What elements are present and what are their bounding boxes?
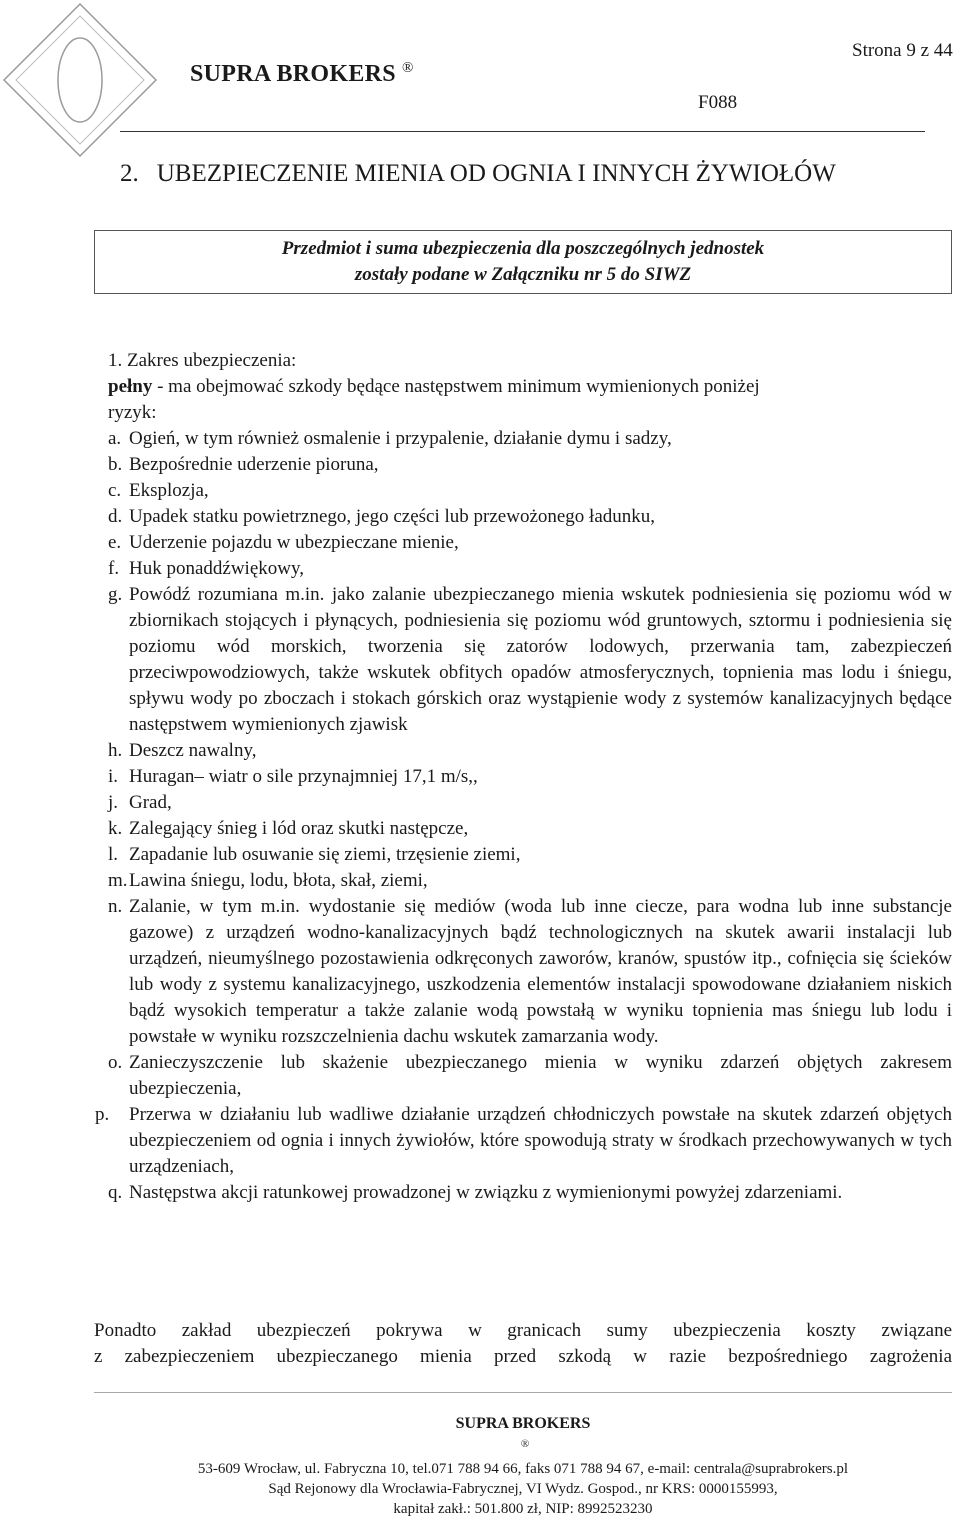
- risk-item-text: Przerwa w działaniu lub wadliwe działanie urządzeń chłodniczych powstałe na skutek zdarzeń objętych ubezpieczeniem od ognia i innych żywiołów, które spowodują straty w środkach przechowywanych w tych urządzeniach,: [129, 1104, 952, 1177]
- document-code: F088: [698, 92, 738, 113]
- page-number: Strona 9 z 44: [852, 40, 953, 61]
- risk-item-label: j.: [108, 792, 119, 813]
- footer-address: 53-609 Wrocław, ul. Fabryczna 10, tel.071 788 94 66, faks 071 788 94 67, e-mail: centrala@suprabrokers.pl: [197, 1461, 849, 1478]
- notice-line: Przedmiot i suma ubezpieczenia dla poszczególnych jednostek: [281, 238, 765, 259]
- risk-item: [108, 478, 952, 504]
- footer-capital: kapitał zakł.: 501.800 zł, NIP: 8992523230: [393, 1501, 653, 1518]
- risk-item-label: e.: [108, 532, 122, 553]
- risk-item-label: n.: [108, 896, 123, 917]
- risk-item-label: a.: [108, 428, 122, 449]
- risk-item: [108, 764, 952, 790]
- risk-item: [108, 842, 952, 868]
- risk-item-text: Lawina śniegu, lodu, błota, skał, ziemi,: [129, 870, 428, 891]
- risk-item: [108, 738, 952, 764]
- risk-item-text: Powódź rozumiana m.in. jako zalanie ubezpieczanego mienia wskutek podniesienia się poziomu wód w zbiornikach stojących i płynących, podniesienia się poziomu wód gruntowych, sztormu i podniesienia się poziomu wód morskich, tworzenia się zatorów lodowych, przerwania tam, zabezpieczeń przeciwpowodziowych, także wskutek obfitych opadów atmosferycznych, topnienia mas lodu i śniegu, spływu wody po zboczach i stokach górskich oraz wystąpienie wody z systemów kanalizacyjnych będące następstwem wymienionych zjawisk: [129, 584, 952, 735]
- risk-item-label: g.: [108, 584, 123, 605]
- coverage-scope: [95, 348, 952, 1206]
- risk-item-text: Uderzenie pojazdu w ubezpieczane mienie,: [129, 532, 459, 553]
- risk-list: [95, 426, 952, 1206]
- risk-item: [108, 868, 952, 894]
- risk-item: [108, 816, 952, 842]
- footer: [94, 1414, 952, 1519]
- risk-item-text: Następstwa akcji ratunkowej prowadzonej w związku z wymienionymi powyżej zdarzeniami.: [129, 1182, 843, 1203]
- risk-item-label: p.: [95, 1104, 110, 1125]
- risk-item-text: Bezpośrednie uderzenie pioruna,: [129, 454, 379, 475]
- risk-item-text: Zanieczyszczenie lub skażenie ubezpieczanego mienia w wyniku zdarzeń objętych zakresem ubezpieczenia,: [129, 1052, 952, 1099]
- risk-item-label: o.: [108, 1052, 123, 1073]
- risk-item-text: Ogień, w tym również osmalenie i przypalenie, działanie dymu i sadzy,: [129, 428, 672, 449]
- scope-intro: pełny - ma obejmować szkody będące następstwem minimum wymienionych poniżej: [108, 376, 760, 397]
- risk-item-label: q.: [108, 1182, 123, 1203]
- closing-paragraph: Ponadto zakład ubezpieczeń pokrywa w granicach sumy ubezpieczenia koszty związane z zabezpieczeniem ubezpieczanego mienia przed szkodą w razie bezpośredniego zagrożenia: [94, 1320, 952, 1367]
- risk-item: [108, 582, 952, 738]
- risk-item-label: m.: [108, 870, 128, 891]
- section-title: 2. UBEZPIECZENIE MIENIA OD OGNIA I INNYCH ŻYWIOŁÓW: [120, 160, 836, 187]
- risk-item: [108, 556, 952, 582]
- risk-item-label: f.: [108, 558, 120, 579]
- risk-item-label: l.: [108, 844, 119, 865]
- risk-item-label: k.: [108, 818, 123, 839]
- risk-item: [108, 1050, 952, 1102]
- risk-item: [108, 426, 952, 452]
- notice-line: zostały podane w Załączniku nr 5 do SIWZ: [354, 264, 692, 285]
- risk-item: [108, 894, 952, 1050]
- footer-court: Sąd Rejonowy dla Wrocławia-Fabrycznej, VI Wydz. Gospod., nr KRS: 0000155993,: [268, 1481, 778, 1498]
- risk-item-text: Deszcz nawalny,: [129, 740, 257, 761]
- risk-item-label: h.: [108, 740, 123, 761]
- risk-item: [108, 1180, 952, 1206]
- risk-item-text: Zapadanie lub osuwanie się ziemi, trzęsienie ziemi,: [129, 844, 521, 865]
- header-divider: [120, 131, 925, 132]
- scope-heading: 1. Zakres ubezpieczenia:: [108, 350, 297, 371]
- risk-item-label: d.: [108, 506, 123, 527]
- risk-item-text: Zalegający śnieg i lód oraz skutki następcze,: [129, 818, 469, 839]
- footer-divider: [94, 1392, 952, 1393]
- risk-item-label: c.: [108, 480, 122, 501]
- risk-item-text: Zalanie, w tym m.in. wydostanie się mediów (woda lub inne ciecze, para wodna lub inne substancje gazowe) z urządzeń wodno-kanalizacyjnych bądź technologicznych na skutek awarii instalacji lub urządzeń, nieumyślnego pozostawienia odkręconych zaworów, kranów, spustów itp., cofnięcia się ścieków lub wody z systemu kanalizacyjnego, uszkodzenia elementów instalacji spowodowane działaniem niskich bądź wysokich temperatur a także zalanie wodą powstałą w wyniku topnienia mas śniegu lub lodu i powstałe w wyniku rozszczelnienia dachu wskutek zamarzania wody.: [129, 896, 952, 1047]
- notice-box: [94, 230, 952, 294]
- scope-intro-continued: ryzyk:: [108, 402, 157, 423]
- risk-item: [108, 452, 952, 478]
- risk-item: [108, 790, 952, 816]
- supra-brokers-logo: [0, 0, 160, 160]
- risk-item: [108, 530, 952, 556]
- risk-item: [95, 1102, 952, 1180]
- risk-item-text: Grad,: [129, 792, 172, 813]
- risk-item-label: b.: [108, 454, 123, 475]
- risk-item-label: i.: [108, 766, 119, 787]
- risk-item-text: Upadek statku powietrznego, jego części lub przewożonego ładunku,: [129, 506, 656, 527]
- brand-name: SUPRA BROKERS ®: [190, 60, 414, 87]
- risk-item-text: Huk ponaddźwiękowy,: [129, 558, 305, 579]
- footer-brand: SUPRA BROKERS ®: [455, 1415, 591, 1450]
- risk-item: [108, 504, 952, 530]
- risk-item-text: Eksplozja,: [129, 480, 209, 501]
- risk-item-text: Huragan– wiatr o sile przynajmniej 17,1 m/s,,: [129, 766, 478, 787]
